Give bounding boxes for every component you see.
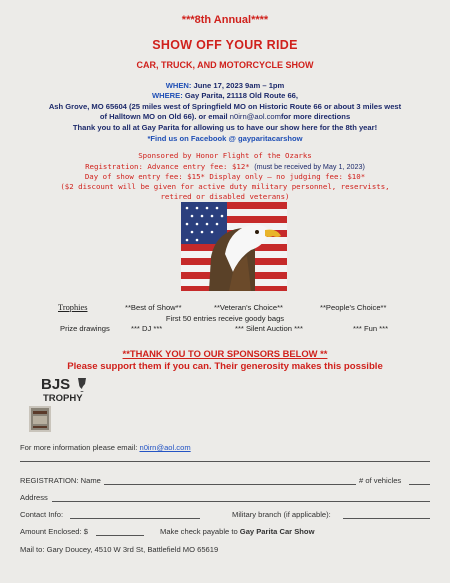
registration-line-4: retired or disabled veterans)	[160, 192, 290, 201]
fun-item: *** Fun ***	[353, 324, 389, 333]
when-label: WHEN:	[165, 81, 192, 90]
trophies-label: Trophies	[58, 303, 88, 312]
advance-fee-note: (must be received by May 1, 2023)	[254, 162, 365, 171]
sponsor-emblem-logo	[29, 406, 51, 432]
military-field[interactable]	[343, 518, 430, 519]
check-payable-line	[160, 527, 314, 536]
where-value: Gay Parita, 21118 Old Route 66,	[184, 91, 299, 100]
silent-auction-item: *** Silent Auction ***	[235, 324, 303, 333]
directions-email[interactable]: n0irn@aol.com	[229, 112, 281, 121]
vehicles-label: # of vehicles	[359, 476, 402, 485]
sponsors-heading: **THANK YOU TO OUR SPONSORS BELOW **	[122, 348, 328, 359]
check-payee: Gay Parita Car Show	[239, 527, 315, 536]
prize-drawings-label: Prize drawings	[60, 324, 110, 333]
address-line-2-pre: of Halltown MO on Old 66). or email	[99, 112, 230, 121]
bjs-logo-text: BJS	[41, 376, 71, 393]
amount-label: Amount Enclosed: $	[20, 527, 88, 536]
event-title: SHOW OFF YOUR RIDE	[152, 38, 298, 52]
where-line	[0, 90, 450, 101]
thanks-line: Thank you to all at Gay Parita for allowing us to have our show here for the 8th year!	[72, 123, 378, 132]
advance-fee: Registration: Advance entry fee: $12*	[85, 162, 250, 171]
when-value: June 17, 2023 9am – 1pm	[193, 81, 285, 90]
address-line-1: Ash Grove, MO 65604 (25 miles west of Springfield MO on Historic Route 66 or about 3 miles west	[48, 102, 402, 111]
sponsors-support-line: Please support them if you can. Their generosity makes this possible	[67, 361, 383, 372]
more-info-email[interactable]: n0irn@aol.com	[139, 443, 191, 452]
bjs-trophy-logo	[40, 375, 90, 403]
award-veterans-choice: **Veteran's Choice**	[214, 303, 283, 312]
divider-line	[20, 461, 430, 462]
goody-bags-line: First 50 entries receive goody bags	[165, 314, 285, 323]
mail-to-line: Mail to: Gary Doucey, 4510 W 3rd St, Battlefield MO 65619	[20, 545, 219, 554]
facebook-line[interactable]: *Find us on Facebook @ gayparitacarshow	[147, 134, 303, 143]
annual-heading: ***8th Annual****	[181, 14, 269, 26]
name-field[interactable]	[104, 484, 356, 485]
award-peoples-choice: **People's Choice**	[320, 303, 387, 312]
contact-label: Contact Info:	[20, 510, 64, 519]
amount-field[interactable]	[96, 535, 144, 536]
vehicles-field[interactable]	[409, 484, 430, 485]
military-label: Military branch (if applicable):	[232, 510, 331, 519]
address-field[interactable]	[52, 501, 430, 502]
dj-item: *** DJ ***	[131, 324, 163, 333]
event-subtitle: CAR, TRUCK, AND MOTORCYCLE SHOW	[136, 60, 314, 70]
sponsor-line: Sponsored by Honor Flight of the Ozarks	[138, 151, 312, 160]
registration-line-3: ($2 discount will be given for active duty military personnel, reservists,	[60, 182, 390, 191]
award-best-of-show: **Best of Show**	[125, 303, 182, 312]
bjs-logo-subtext: TROPHY	[43, 393, 83, 403]
address-label: Address	[20, 493, 48, 502]
address-line-2-post: for more directions	[280, 112, 351, 121]
registration-name-label: REGISTRATION: Name	[20, 476, 101, 485]
more-info-line	[20, 443, 191, 452]
registration-line-2: Day of show entry fee: $15* Display only – no judging fee: $10*	[84, 172, 366, 181]
more-info-label: For more information please email:	[20, 443, 138, 452]
where-label: WHERE:	[151, 91, 183, 100]
eagle-flag-image	[181, 202, 287, 291]
contact-field[interactable]	[70, 518, 200, 519]
check-payable-label: Make check payable to	[160, 527, 240, 536]
address-line-2	[0, 111, 450, 122]
